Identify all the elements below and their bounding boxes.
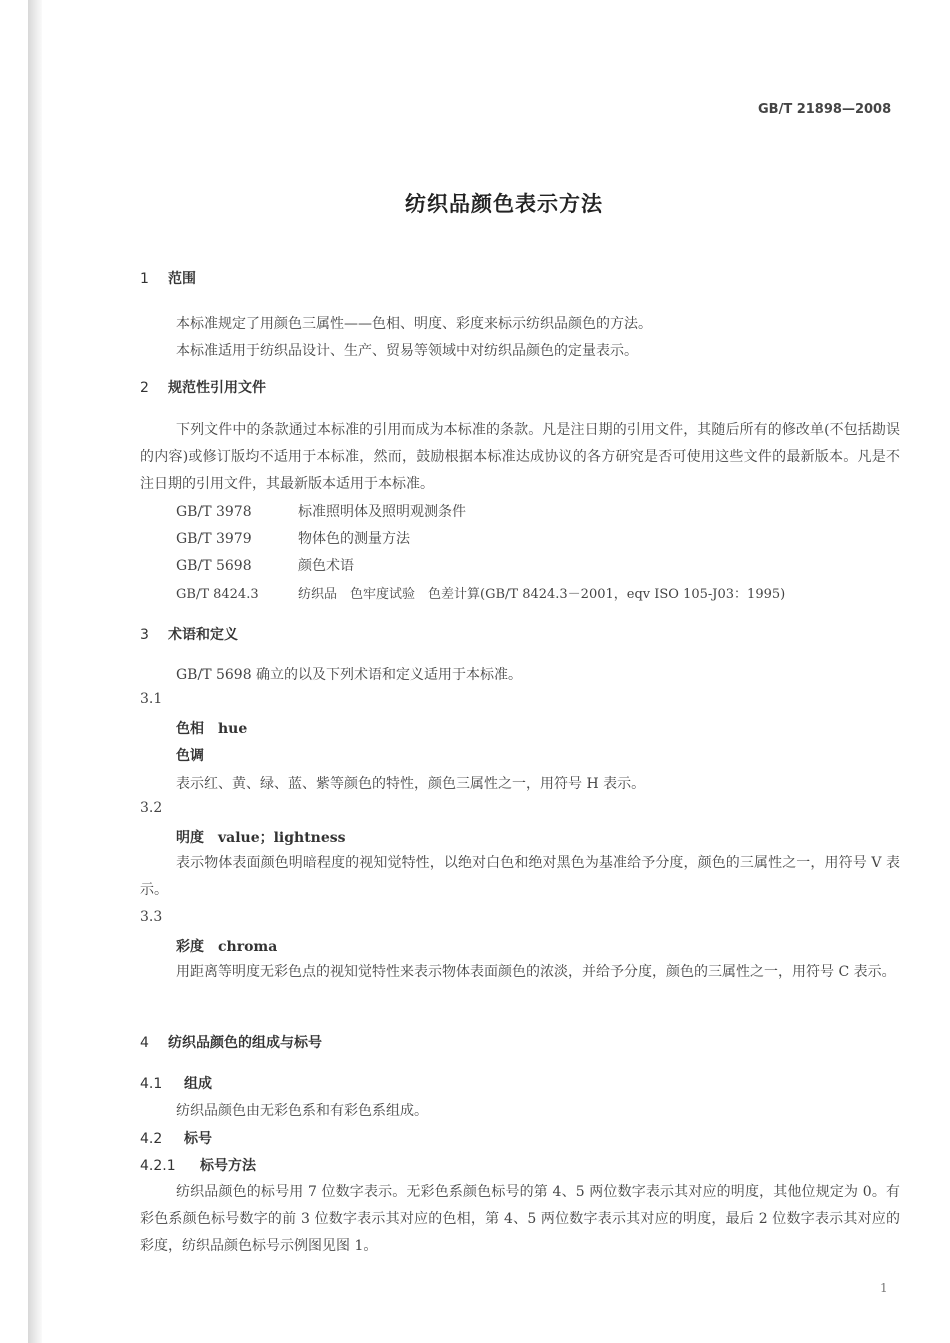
- section-number: 1: [140, 271, 149, 287]
- subsection-4-1-heading: [140, 1073, 212, 1093]
- subsection-number: 4.1: [140, 1076, 163, 1092]
- section-title: 范围: [168, 271, 196, 287]
- term-english: value；lightness: [218, 830, 346, 846]
- term-entry: [176, 718, 247, 738]
- section-1-heading: [140, 268, 196, 288]
- term-chinese: 色相: [176, 721, 204, 737]
- clause-number: 3.2: [140, 800, 163, 816]
- clause-number: 3.1: [140, 691, 163, 707]
- section-title: 纺织品颜色的组成与标号: [168, 1035, 322, 1051]
- section-2-heading: [140, 377, 266, 397]
- term-definition: 表示红、黄、绿、蓝、紫等颜色的特性，颜色三属性之一，用符号 H 表示。: [176, 776, 646, 792]
- section-number: 4: [140, 1035, 149, 1051]
- paragraph: 纺织品颜色由无彩色系和有彩色系组成。: [176, 1103, 428, 1119]
- reference-code: GB/T 3979: [176, 531, 252, 547]
- paragraph: 本标准适用于纺织品设计、生产、贸易等领域中对纺织品颜色的定量表示。: [176, 343, 638, 359]
- subsection-title: 标号方法: [200, 1158, 256, 1174]
- paragraph: 本标准规定了用颜色三属性——色相、明度、彩度来标示纺织品颜色的方法。: [176, 316, 652, 332]
- normative-reference: [176, 583, 785, 602]
- term-entry: [176, 827, 346, 847]
- paragraph: 下列文件中的条款通过本标准的引用而成为本标准的条款。凡是注日期的引用文件，其随后所有的修改单(不包括勘误的内容)或修订版均不适用于本标准，然而，鼓励根据本标准达成协议的各方研究是否可使用这些文件的最新版本。凡是不注日期的引用文件，其最新版本适用于本标准。: [140, 422, 900, 492]
- subsection-title: 组成: [184, 1076, 212, 1092]
- document-title: 纺织品颜色表示方法: [405, 192, 603, 216]
- standard-number: GB/T 21898—2008: [758, 102, 892, 117]
- reference-title: 物体色的测量方法: [298, 531, 410, 547]
- reference-title: 纺织品 色牢度试验 色差计算(GB/T 8424.3－2001，eqv ISO 105-J03：1995): [298, 587, 786, 602]
- section-title: 规范性引用文件: [168, 380, 266, 396]
- section-number: 3: [140, 627, 149, 643]
- paragraph: 纺织品颜色的标号用 7 位数字表示。无彩色系颜色标号的第 4、5 两位数字表示其对应的明度，其他位规定为 0。有彩色系颜色标号数字的前 3 位数字表示其对应的色相，第 4、5 两位数字表示其对应的明度，最后 2 位数字表示其对应的彩度，纺织品颜色标号示例图见图 1。: [140, 1184, 900, 1254]
- normative-reference: [176, 528, 410, 548]
- subsection-number: 4.2: [140, 1131, 163, 1147]
- term-definition: 用距离等明度无彩色点的视知觉特性来表示物体表面颜色的浓淡，并给予分度，颜色的三属性之一，用符号 C 表示。: [176, 964, 896, 980]
- reference-title: 颜色术语: [298, 558, 354, 574]
- term-chinese: 明度: [176, 830, 204, 846]
- reference-code: GB/T 3978: [176, 504, 252, 520]
- section-4-heading: [140, 1032, 322, 1052]
- reference-title: 标准照明体及照明观测条件: [298, 504, 466, 520]
- section-3-heading: [140, 624, 238, 644]
- paragraph: GB/T 5698 确立的以及下列术语和定义适用于本标准。: [176, 667, 523, 683]
- clause-number: 3.3: [140, 909, 163, 925]
- term-chinese: 彩度: [176, 939, 204, 955]
- reference-code: GB/T 5698: [176, 558, 252, 574]
- normative-reference: [176, 555, 354, 575]
- reference-code: GB/T 8424.3: [176, 587, 259, 602]
- page-number: 1: [880, 1281, 888, 1295]
- term-synonym: 色调: [176, 748, 204, 764]
- subsection-4-2-1-heading: [140, 1155, 256, 1175]
- term-english: hue: [218, 721, 248, 737]
- term-definition: 表示物体表面颜色明暗程度的视知觉特性，以绝对白色和绝对黑色为基准给予分度，颜色的三属性之一，用符号 V 表示。: [140, 855, 900, 898]
- term-english: chroma: [218, 939, 278, 955]
- subsection-4-2-heading: [140, 1128, 212, 1148]
- section-title: 术语和定义: [168, 627, 238, 643]
- subsection-number: 4.2.1: [140, 1158, 176, 1174]
- normative-reference: [176, 501, 466, 521]
- term-entry: [176, 936, 277, 956]
- section-number: 2: [140, 380, 149, 396]
- subsection-title: 标号: [184, 1131, 212, 1147]
